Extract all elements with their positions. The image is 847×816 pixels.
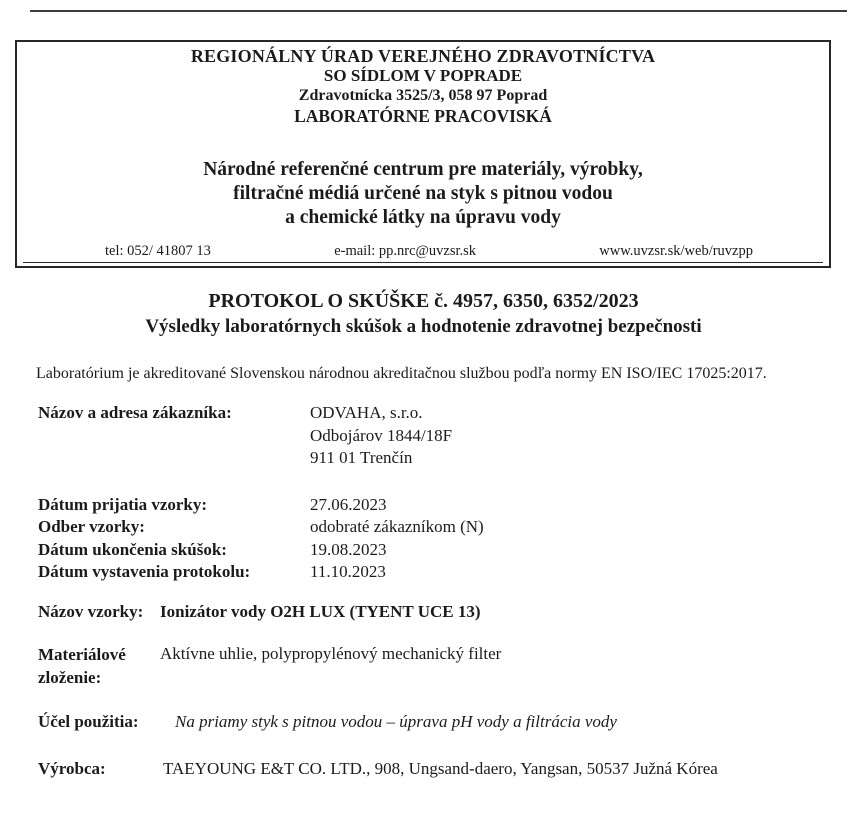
letterhead-box (15, 40, 831, 268)
org-name-line: REGIONÁLNY ÚRAD VEREJNÉHO ZDRAVOTNÍCTVA (190, 46, 656, 66)
contact-email: e-mail: pp.nrc@uvzsr.sk (334, 243, 477, 259)
purpose-value: Na priamy styk s pitnou vodou – úprava pH vody a filtrácia vody (175, 712, 617, 731)
nrc-line-2: filtračné médiá určené na styk s pitnou vodou (233, 183, 613, 204)
material-value: Aktívne uhlie, polypropylénový mechanický filter (160, 644, 502, 663)
protocol-issued-label: Dátum vystavenia protokolu: (38, 562, 251, 582)
protocol-title-block (0, 289, 847, 339)
dates-block (38, 494, 484, 584)
nrc-line-1: Národné referenčné centrum pre materiály, výrobky, (203, 159, 643, 180)
nrc-line-3: a chemické látky na úpravu vody (285, 207, 561, 228)
date-row (38, 516, 484, 538)
customer-city: 911 01 Trenčín (310, 448, 413, 467)
manufacturer-label: Výrobca: (38, 759, 106, 778)
customer-address (310, 402, 452, 470)
sample-name-row (38, 602, 481, 622)
contact-row (23, 243, 823, 263)
protocol-issued-value: 11.10.2023 (310, 562, 386, 582)
org-address-line: Zdravotnícka 3525/3, 058 97 Poprad (298, 87, 548, 104)
customer-label: Názov a adresa zákazníka: (38, 403, 232, 422)
sample-name-label: Názov vzorky: (38, 602, 144, 621)
customer-name: ODVAHA, s.r.o. (310, 403, 423, 422)
date-row (38, 539, 484, 561)
contact-tel: tel: 052/ 41807 13 (105, 243, 211, 259)
contact-web: www.uvzsr.sk/web/ruvzpp (599, 243, 753, 259)
manufacturer-row (38, 759, 718, 779)
nrc-title (17, 158, 829, 230)
date-row (38, 561, 484, 583)
material-row (38, 644, 501, 689)
tests-finished-value: 19.08.2023 (310, 539, 387, 559)
date-received-value: 27.06.2023 (310, 495, 387, 514)
customer-street: Odbojárov 1844/18F (310, 425, 453, 445)
purpose-row (38, 712, 617, 732)
customer-block (38, 402, 452, 470)
protocol-subtitle: Výsledky laboratórnych skúšok a hodnotenie zdravotnej bezpečnosti (145, 316, 702, 337)
org-seat-line: SO SÍDLOM V POPRADE (323, 66, 523, 85)
date-row (38, 494, 484, 516)
sampling-value: odobraté zákazníkom (N) (310, 517, 484, 537)
manufacturer-value: TAEYOUNG E&T CO. LTD., 908, Ungsand-daero, Yangsan, 50537 Južná Kórea (163, 759, 718, 778)
purpose-label: Účel použitia: (38, 712, 139, 731)
accreditation-note: Laboratórium je akreditované Slovenskou národnou akreditačnou službou podľa normy EN ISO/IEC 17025:2017. (36, 365, 767, 382)
material-label: Materiálové zloženie: (38, 645, 126, 687)
date-received-label: Dátum prijatia vzorky: (38, 495, 208, 514)
tests-finished-label: Dátum ukončenia skúšok: (38, 539, 227, 559)
org-lab-line: LABORATÓRNE PRACOVISKÁ (294, 106, 552, 126)
org-header (17, 42, 829, 126)
protocol-title: PROTOKOL O SKÚŠKE č. 4957, 6350, 6352/2023 (208, 290, 639, 312)
scan-artifact-line (30, 10, 847, 12)
sample-name-value: Ionizátor vody O2H LUX (TYENT UCE 13) (160, 602, 481, 621)
sampling-label: Odber vzorky: (38, 517, 145, 537)
